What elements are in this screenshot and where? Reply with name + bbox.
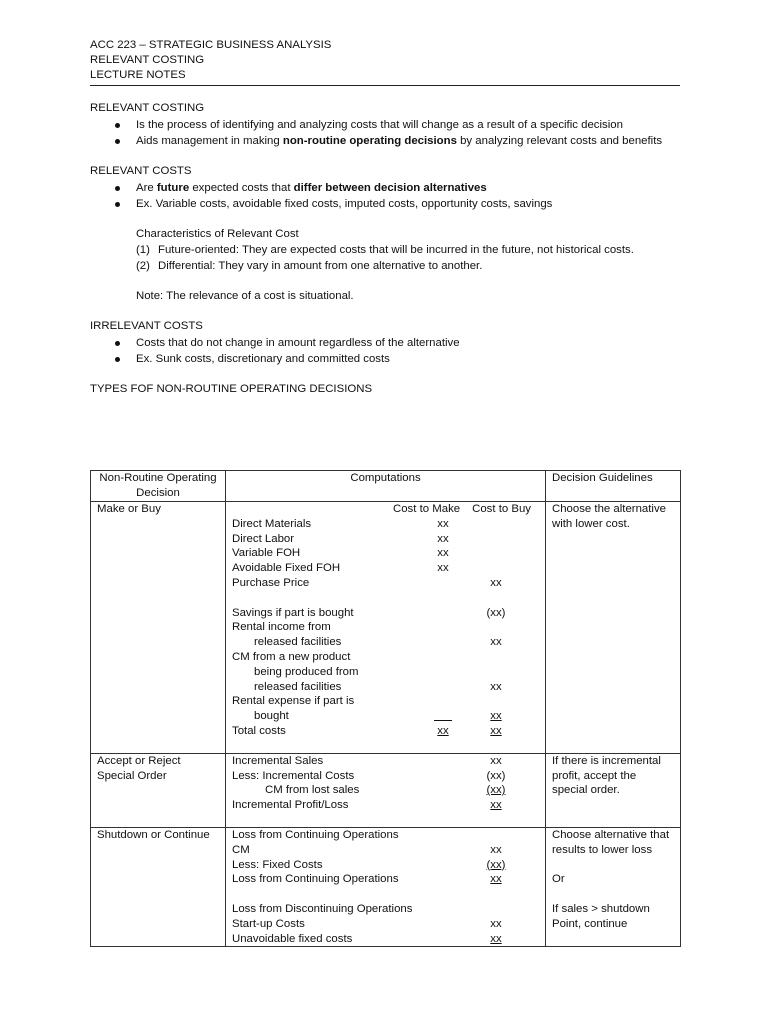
header-divider	[90, 85, 680, 86]
table-header-row	[91, 471, 681, 502]
guideline-cell: If there is incremental profit, accept the special order.	[546, 753, 681, 827]
comp-row: CM from lost sales (xx)	[265, 784, 506, 797]
comp-row: released facilities xx	[254, 636, 502, 649]
computations-cell	[226, 753, 546, 827]
comp-row: Incremental Sales xx	[232, 754, 502, 767]
col-cost-to-make: Cost to Make	[393, 503, 461, 515]
comp-row: Incremental Profit/Loss xx	[232, 799, 502, 812]
numbered-item: (2) Differential: They vary in amount from one alternative to another.	[136, 260, 483, 272]
comp-row: Loss from Continuing Operations	[232, 828, 399, 841]
guideline-text: Or	[552, 873, 565, 886]
comp-row: CM from a new product	[232, 650, 351, 663]
section-title: RELEVANT COSTS	[90, 165, 192, 177]
guideline-text: Choose alternative that results to lower loss	[552, 828, 670, 856]
characteristics-title: Characteristics of Relevant Cost	[136, 228, 299, 240]
doc-type: LECTURE NOTES	[90, 69, 186, 81]
lecture-notes-page	[90, 38, 680, 397]
section-relevant-costs	[90, 164, 680, 304]
decision-name: Make or Buy	[91, 502, 226, 754]
comp-row: Savings if part is bought (xx)	[232, 606, 506, 619]
section-title: RELEVANT COSTING	[90, 102, 205, 114]
bullet-item: Are future expected costs that differ between decision alternatives	[90, 181, 680, 196]
comp-row: released facilities xx	[254, 680, 502, 693]
comp-row: Avoidable Fixed FOH xx	[232, 562, 449, 575]
header-decision: Non-Routine Operating Decision	[91, 471, 226, 502]
comp-row: Direct Materials xx	[232, 517, 449, 530]
bullet-item: Ex. Variable costs, avoidable fixed costs, imputed costs, opportunity costs, savings	[90, 197, 680, 212]
bullet-item: Ex. Sunk costs, discretionary and committed costs	[90, 352, 680, 367]
header-computations: Computations	[226, 471, 546, 502]
numbered-item: (1) Future-oriented: They are expected costs that will be incurred in the future, not historical costs.	[136, 244, 634, 256]
decision-name: Accept or Reject Special Order	[91, 753, 226, 827]
comp-row: Loss from Continuing Operations xx	[232, 873, 502, 886]
guideline-text: If sales > shutdown Point, continue	[552, 902, 650, 930]
bullet-item: Is the process of identifying and analyzing costs that will change as a result of a specific decision	[90, 118, 680, 133]
comp-row: Purchase Price xx	[232, 576, 502, 589]
guideline-cell	[546, 827, 681, 946]
computations-cell	[226, 827, 546, 946]
course-title: ACC 223 – STRATEGIC BUSINESS ANALYSIS	[90, 39, 332, 51]
section-relevant-costing	[90, 101, 680, 149]
decision-name: Shutdown or Continue	[91, 827, 226, 946]
header-guidelines: Decision Guidelines	[546, 471, 681, 502]
bullet-item: Costs that do not change in amount regardless of the alternative	[90, 336, 680, 351]
comp-row: Rental income from	[232, 621, 331, 634]
comp-row: Total costs xx xx	[232, 724, 502, 737]
comp-row: Less: Incremental Costs (xx)	[232, 769, 506, 782]
bullet-item: Aids management in making non-routine operating decisions by analyzing relevant costs and benefits	[90, 134, 680, 149]
table-row-special-order	[91, 753, 681, 827]
comp-row: Direct Labor xx	[232, 532, 449, 545]
comp-row: Less: Fixed Costs (xx)	[232, 858, 506, 871]
col-cost-to-buy: Cost to Buy	[472, 503, 531, 515]
decisions-table	[90, 470, 681, 947]
table-row-make-or-buy	[91, 502, 681, 754]
comp-row: Rental expense if part is	[232, 695, 355, 708]
table-row-shutdown	[91, 827, 681, 946]
section-title: IRRELEVANT COSTS	[90, 320, 203, 332]
types-title: TYPES FOF NON-ROUTINE OPERATING DECISIONS	[90, 383, 373, 395]
comp-row: Unavoidable fixed costs xx	[232, 932, 502, 945]
computations-cell	[226, 502, 546, 754]
topic-title: RELEVANT COSTING	[90, 54, 205, 66]
relevance-note: Note: The relevance of a cost is situational.	[136, 290, 354, 302]
section-irrelevant-costs	[90, 319, 680, 367]
comp-row: Loss from Discontinuing Operations	[232, 902, 413, 915]
comp-row: Variable FOH xx	[232, 547, 449, 560]
comp-row: bought xx	[254, 710, 502, 723]
guideline-cell: Choose the alternative with lower cost.	[546, 502, 681, 754]
comp-row: being produced from	[254, 665, 359, 678]
comp-row: Start-up Costs xx	[232, 917, 502, 930]
comp-row: CM xx	[232, 843, 502, 856]
